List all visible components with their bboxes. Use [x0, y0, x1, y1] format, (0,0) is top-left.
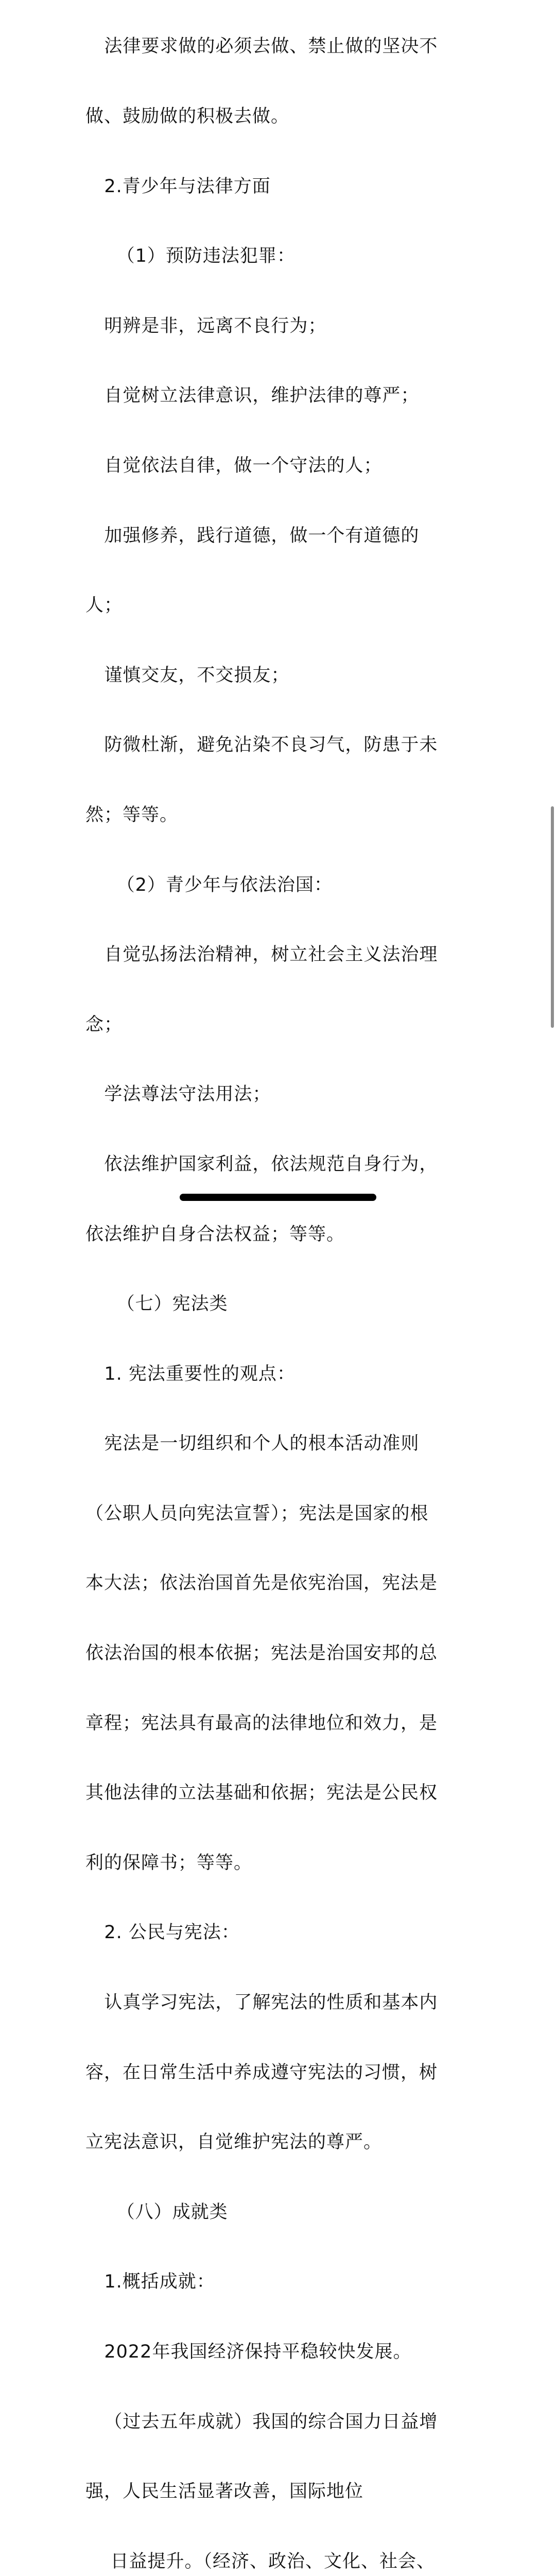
text-line: 立宪法意识，自觉维护宪法的尊严。	[85, 2132, 383, 2153]
text-line: 谨慎交友，不交损友；	[85, 665, 290, 686]
text-line: 章程；宪法具有最高的法律地位和效力，是	[85, 1713, 438, 1734]
text-line: 自觉树立法律意识，维护法律的尊严；	[85, 385, 420, 406]
text-line: 自觉依法自律，做一个守法的人；	[85, 455, 383, 476]
text-line: 学法尊法守法用法；	[85, 1084, 271, 1105]
text-line: 防微杜渐，避免沾染不良习气，防患于未	[85, 735, 438, 756]
text-line: 2. 公民与宪法：	[85, 1922, 240, 1943]
text-line: （七）宪法类	[85, 1294, 228, 1315]
text-line: 其他法律的立法基础和依据；宪法是公民权	[85, 1783, 438, 1804]
document-text	[85, 0, 477, 2576]
text-line: 明辨是非，远离不良行为；	[85, 315, 327, 336]
text-line: 人；	[85, 595, 123, 616]
text-line: 自觉弘扬法治精神，树立社会主义法治理	[85, 944, 438, 965]
text-line: 日益提升。（经济、政治、文化、社会、	[85, 2551, 436, 2572]
text-line: 依法治国的根本依据；宪法是治国安邦的总	[85, 1643, 438, 1664]
text-line: 宪法是一切组织和个人的根本活动准则	[85, 1433, 420, 1454]
text-line: 利的保障书；等等。	[85, 1852, 253, 1873]
text-line: 2022年我国经济保持平稳较快发展。	[85, 2342, 412, 2362]
text-line: 加强修养，践行道德，做一个有道德的	[85, 525, 420, 546]
vertical-scrollbar[interactable]	[549, 0, 556, 1204]
home-indicator[interactable]	[180, 1194, 376, 1201]
text-line: （过去五年成就）我国的综合国力日益增	[85, 2411, 438, 2432]
text-line: 做、鼓励做的积极去做。	[85, 106, 290, 127]
text-line: 认真学习宪法，了解宪法的性质和基本内	[85, 1992, 438, 2013]
text-line: （2）青少年与依法治国：	[85, 874, 333, 895]
scrollbar-thumb[interactable]	[551, 806, 554, 1028]
text-line: 容，在日常生活中养成遵守宪法的习惯，树	[85, 2062, 438, 2083]
text-line: 依法维护国家利益，依法规范自身行为，	[85, 1154, 438, 1175]
text-line: 依法维护自身合法权益；等等。	[85, 1224, 345, 1245]
text-line: （公职人员向宪法宣誓）；宪法是国家的根	[85, 1503, 429, 1524]
text-line: 2.青少年与法律方面	[85, 176, 271, 197]
text-line: （八）成就类	[85, 2201, 228, 2223]
text-line: 法律要求做的必须去做、禁止做的坚决不	[85, 36, 438, 57]
text-line: 念；	[85, 1014, 123, 1035]
text-line: （1）预防违法犯罪：	[85, 246, 296, 267]
text-line: 1. 宪法重要性的观点：	[85, 1363, 296, 1384]
text-line: 强，人民生活显著改善，国际地位	[85, 2481, 364, 2502]
text-line: 1.概括成就：	[85, 2272, 215, 2293]
text-line: 然；等等。	[85, 804, 179, 825]
text-line: 本大法；依法治国首先是依宪治国，宪法是	[85, 1573, 438, 1594]
